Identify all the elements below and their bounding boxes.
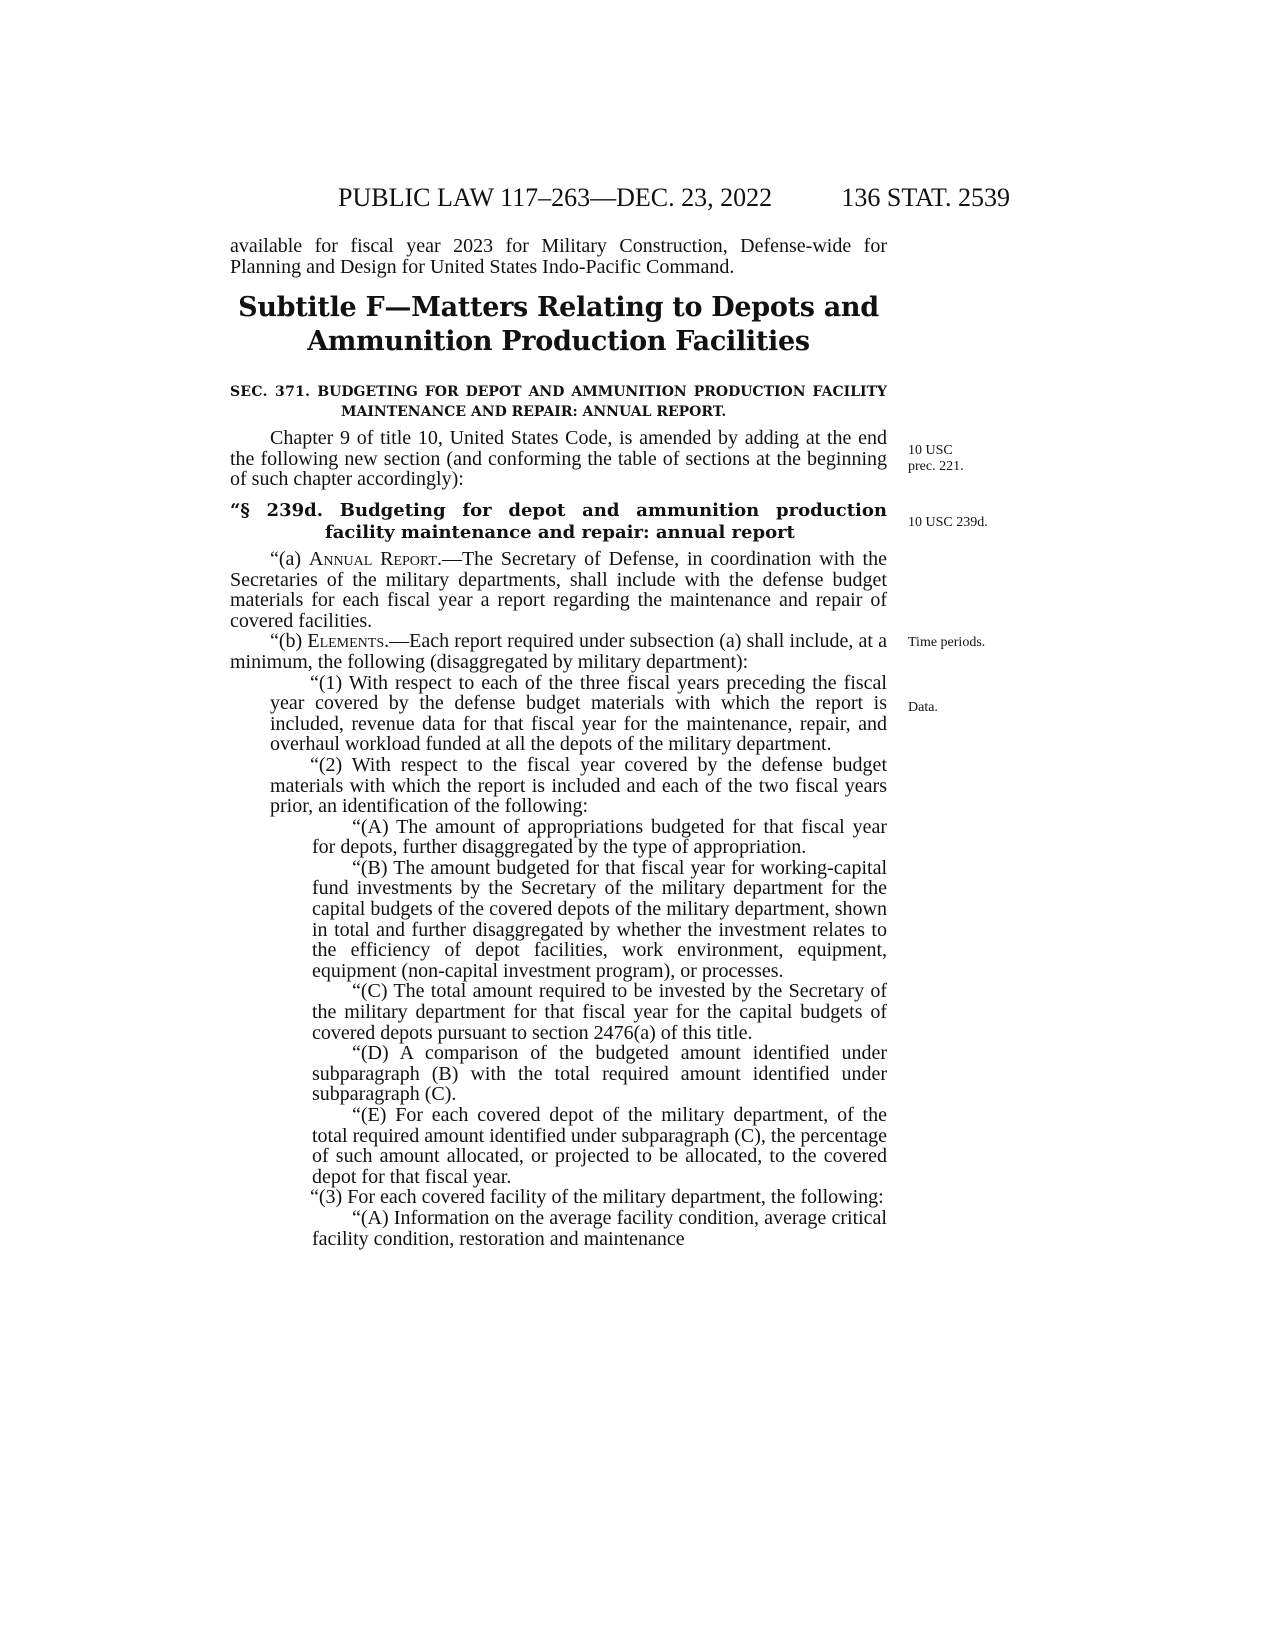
margin-note-usc-prec-line-1: 10 USC (908, 443, 953, 458)
subsection-a-text: .—The Secretary of Defense, in coordination with the Secretaries of the military departments, shall include with the defense budget materials for each fiscal year a report regarding the maintenance and repair of covered facilities. (230, 547, 887, 632)
subtitle-line-1: Subtitle F—Matters Relating to Depots and (238, 292, 879, 324)
paragraph-3: “(3) For each covered facility of the military department, the following: (310, 1186, 884, 1209)
subtitle-line-2: Ammunition Production Facilities (307, 326, 810, 358)
section-heading (230, 382, 887, 422)
paragraph-1: “(1) With respect to each of the three fiscal years preceding the fiscal year covered by the defense budget materials with which the report is included, revenue data for that fiscal year for the maintenance, repair, and overhaul workload funded at all the depots of the military department. (270, 671, 887, 756)
margin-note-time-periods: Time periods. (908, 635, 986, 650)
new-section-title: Budgeting for depot and ammunition production facility maintenance and repair: annual report (325, 499, 887, 543)
section-title: BUDGETING FOR DEPOT AND AMMUNITION PRODUCTION FACILITY MAINTENANCE AND REPAIR: ANNUAL REPORT. (317, 384, 887, 421)
subparagraph-2d: “(D) A comparison of the budgeted amount identified under subparagraph (B) with the total required amount identified under subparagraph (C). (312, 1042, 887, 1106)
subparagraph-3a: “(A) Information on the average facility condition, average critical facility condition, restoration and maintenance (312, 1206, 887, 1250)
continuation-paragraph: available for fiscal year 2023 for Military Construction, Defense-wide for Planning and Design for United States Indo-Pacific Command. (230, 235, 887, 278)
paragraph-2: “(2) With respect to the fiscal year covered by the defense budget materials with which the report is included and each of the two fiscal years prior, an identification of the following: (270, 753, 887, 818)
subsection-b (230, 631, 887, 672)
subparagraph-2e: “(E) For each covered depot of the military department, of the total required amount identified under subparagraph (C), the percentage of such amount allocated, or projected to be allocated, to the covered depot for that fiscal year. (312, 1104, 887, 1188)
page-number: 136 STAT. 2539 (841, 183, 1010, 212)
subparagraph-2a: “(A) The amount of appropriations budgeted for that fiscal year for depots, further disaggregated by the type of appropriation. (312, 815, 887, 859)
section-intro: Chapter 9 of title 10, United States Code, is amended by adding at the end the following new section (and conforming the table of sections at the beginning of such chapter accordingly): (230, 427, 887, 491)
margin-note-usc-prec (908, 443, 964, 475)
subsection-a (230, 549, 887, 631)
subparagraph-2b: “(B) The amount budgeted for that fiscal year for working-capital fund investments by the Secretary of the military department for the capital budgets of the covered depots of the military department, shown in total and further disaggregated by whether the investment relates to the efficiency of depot facilities, work environment, equipment, equipment (non-capital investment program), or processes. (312, 856, 887, 982)
new-section-heading (230, 500, 887, 544)
subparagraph-2c: “(C) The total amount required to be invested by the Secretary of the military department for that fiscal year for the capital budgets of covered depots pursuant to section 2476(a) of this title. (312, 980, 887, 1044)
subsection-a-prefix: “(a) (270, 547, 309, 570)
page-header (0, 183, 1275, 213)
running-head-title: PUBLIC LAW 117–263—DEC. 23, 2022 (338, 183, 773, 212)
subsection-b-text: .—Each report required under subsection (a) shall include, at a minimum, the following (disaggregated by military department): (230, 630, 887, 673)
margin-note-usc-prec-line-2: prec. 221. (908, 459, 964, 474)
margin-note-usc-239d: 10 USC 239d. (908, 515, 988, 530)
subsection-a-heading: Annual Report (308, 547, 437, 570)
section-number: SEC. 371. (230, 384, 311, 401)
margin-note-data: Data. (908, 700, 938, 715)
page-body (230, 236, 887, 1249)
subsection-b-heading: Elements (307, 630, 385, 653)
new-section-number: “§ 239d. (230, 499, 323, 521)
subtitle-heading (230, 291, 887, 359)
subsection-b-prefix: “(b) (270, 630, 308, 653)
